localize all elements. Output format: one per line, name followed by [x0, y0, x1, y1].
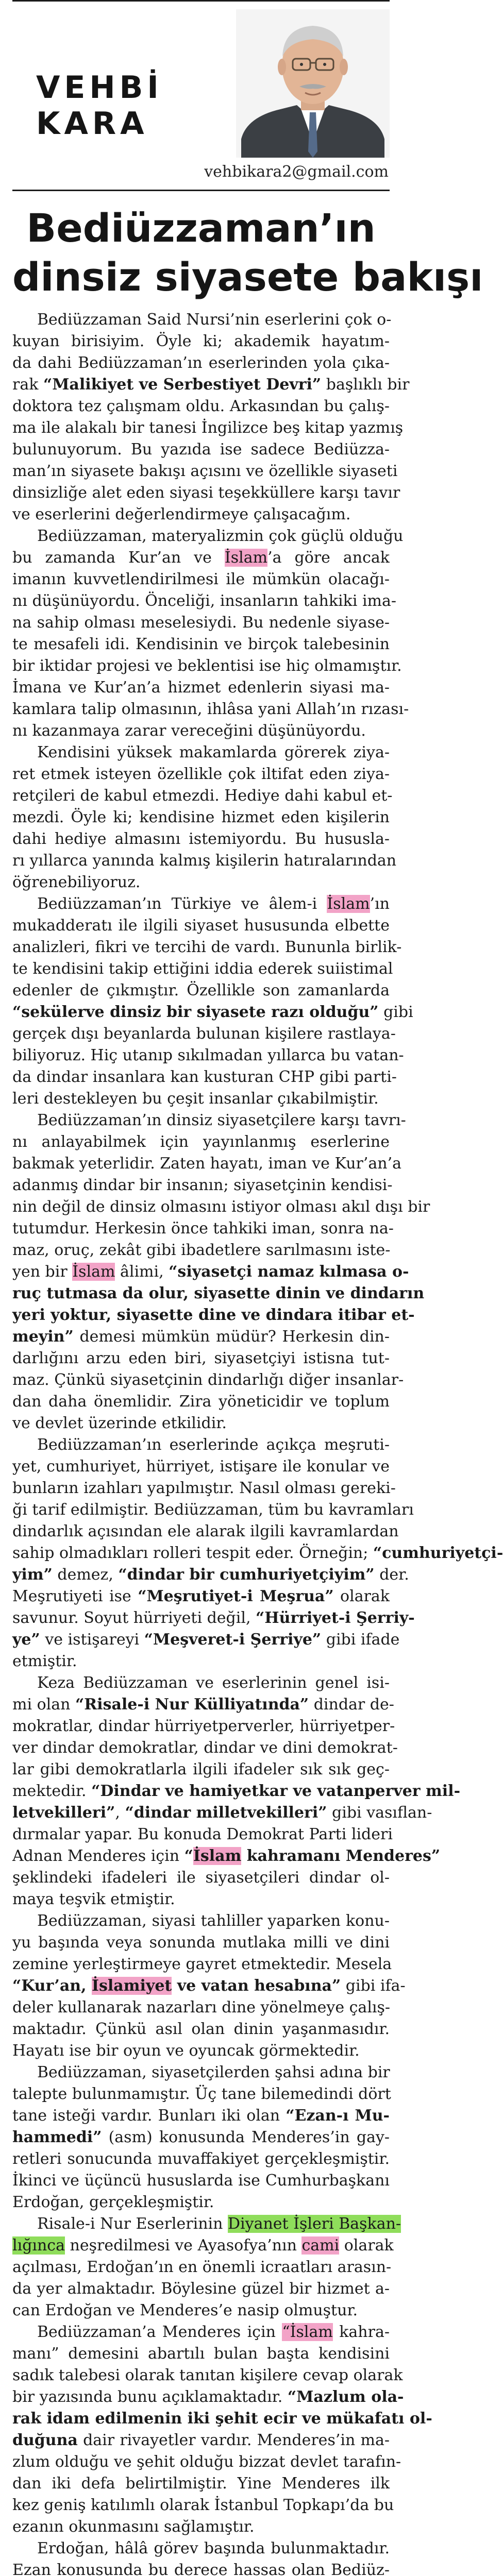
bold-phrase: ve vatan hesabına”	[172, 1977, 341, 1995]
text-line	[12, 2365, 403, 2386]
text-line	[12, 1131, 390, 1153]
text-line	[12, 1651, 390, 1672]
text-line	[12, 2538, 390, 2560]
text-line	[12, 1694, 394, 1716]
text-run: mektedir.	[12, 1782, 92, 1800]
text-line	[12, 1824, 393, 1845]
text-line	[12, 1975, 406, 1997]
text-run: Hayatı ise bir oyun ve oyuncak görmektedir.	[12, 2042, 360, 2060]
text-line	[12, 2278, 390, 2300]
text-run: man’ın siyasete bakışı açısını ve özellikle siyaseti	[12, 462, 398, 480]
text-line	[12, 699, 409, 720]
text-run: edenler de çıkmıştır. Özellikle son zamanlarda	[12, 981, 390, 999]
text-run: kahra-	[332, 2323, 390, 2341]
text-run: talepte bulunmamıştır. Üç tane bilemedindi dört	[12, 2085, 391, 2103]
bold-phrase: “dindar bir cumhuriyetçiyim”	[118, 1566, 375, 1584]
text-run: İmana ve Kur’an’a hizmet edenlerin siyasi ma-	[12, 679, 390, 697]
text-run: İkinci ve üçüncü hususlarda ise Cumhurbaşkanı	[12, 2172, 390, 2190]
author-last-name: KARA	[36, 106, 148, 142]
text-run: olarak	[339, 2236, 394, 2255]
text-line	[12, 2192, 390, 2213]
text-line	[12, 331, 390, 352]
author-photo	[236, 9, 390, 158]
text-line	[12, 1737, 398, 1759]
text-line	[12, 482, 400, 504]
text-line	[12, 980, 390, 1002]
text-run: kuyan birisiyim. Öyle ki; akademik hayatım-	[12, 332, 390, 350]
text-run: âlimi,	[115, 1263, 169, 1281]
highlighted-term: lığınca	[12, 2236, 65, 2255]
text-run: rak	[12, 376, 43, 394]
text-line	[12, 2516, 390, 2538]
text-run: na sahip olması meselesiydi. Bu nedenle siyase-	[12, 614, 390, 632]
text-line	[12, 2495, 394, 2516]
text-line	[12, 2430, 390, 2451]
text-run: etmiştir.	[12, 1652, 77, 1670]
text-run: ret etmek isteyen özellikle çok iltifat eden ziya-	[12, 765, 390, 783]
text-run: kamlara talip olmasının, ihlâsa yani Allah’ın rızası-	[12, 700, 409, 718]
text-line	[12, 937, 402, 958]
text-line	[12, 915, 390, 937]
text-line	[12, 2386, 404, 2408]
text-run: başlıklı bir	[321, 376, 410, 394]
text-line	[12, 2408, 432, 2430]
text-line	[12, 2473, 390, 2495]
text-run: demez,	[52, 1566, 119, 1584]
text-run: yu başında veya sonunda mutlaka milli ve dini	[12, 1934, 390, 1952]
text-run: ma ile alakalı bir tanesi İngilizce beş kitap yazmış	[12, 419, 404, 437]
text-line	[12, 677, 390, 699]
text-run: gibi ifa-	[341, 1977, 406, 1995]
text-run: Ezan konusunda bu derece hassas olan Bediüz-	[12, 2561, 390, 2576]
text-line	[12, 1543, 503, 1564]
text-line	[12, 2213, 401, 2235]
text-run: manı” demesini abartılı bulan başta kendisini	[12, 2345, 390, 2363]
bold-phrase: meyin”	[12, 1328, 74, 1346]
text-line	[12, 1997, 390, 2019]
text-line	[12, 526, 404, 547]
text-run: ’ın	[370, 895, 390, 913]
text-run: Erdoğan, gerçekleşmiştir.	[12, 2193, 214, 2211]
text-run: yet, cumhuriyet, hürriyet, istişare ile konular ve	[12, 1458, 390, 1476]
text-run: (asm) konusunda Menderes’in gay-	[102, 2128, 390, 2146]
bold-phrase: ruç tutmasa da olur, siyasette dinin ve dindarın	[12, 1284, 425, 1302]
text-line	[12, 1110, 406, 1131]
author-email[interactable]: vehbikara2@gmail.com	[204, 163, 389, 181]
text-run: ği tarif edilmiştir. Bediüzzaman, tüm bu kavramları	[12, 1501, 414, 1519]
bold-phrase: kahramanı Menderes”	[241, 1847, 441, 1865]
text-line	[12, 1175, 393, 1196]
bold-phrase: “siyasetçi namaz kılmasa o-	[169, 1263, 409, 1281]
highlighted-term: İslam	[224, 549, 268, 567]
text-run: bir yazısında bunu açıklamaktadır.	[12, 2388, 288, 2406]
text-line	[12, 1672, 390, 1694]
text-run: bulunuyorum. Bu yazıda ise sadece Bediüzza-	[12, 440, 390, 459]
text-run: ezanın okunmasını sağlamıştır.	[12, 2518, 255, 2536]
bold-phrase: yim”	[12, 1566, 53, 1584]
text-run: leri destekleyen bu çeşit insanlar çıkabilmiştir.	[12, 1090, 379, 1108]
text-run: bakmak yeterlidir. Zaten hayatı, iman ve Kur’an’a	[12, 1155, 402, 1173]
header-top-rule	[12, 0, 390, 2]
highlighted-term: İslamiyet	[91, 1977, 172, 1995]
text-line	[12, 2235, 394, 2257]
highlighted-term: İslam	[72, 1263, 115, 1281]
text-line	[12, 1456, 390, 1478]
bold-phrase: “Meşrutiyet-i Meşrua”	[138, 1587, 334, 1605]
bold-phrase: “Dindar ve hamiyetkar ve vatanperver mil-	[91, 1782, 461, 1800]
text-line	[12, 1434, 390, 1456]
text-run: da dahi Bediüzzaman’ın eserlerinden yola çıka-	[12, 354, 390, 372]
bold-phrase: “Kur’an,	[12, 1977, 92, 1995]
bold-phrase: “	[184, 1847, 193, 1865]
text-line	[12, 1802, 432, 1824]
text-run: imanın kuvvetlendirilmesi ile mümkün olacağı-	[12, 570, 390, 588]
text-line	[12, 1629, 400, 1651]
text-run: gerçek dışı beyanlarda bulunan kişilere rastlaya-	[12, 1025, 396, 1043]
highlighted-term: cami	[301, 2236, 340, 2255]
bold-phrase: “Malikiyet ve Serbestiyet Devri”	[43, 376, 322, 394]
text-line	[12, 2105, 390, 2127]
text-line	[12, 1283, 425, 1304]
author-portrait-illustration	[236, 9, 390, 158]
text-line	[12, 958, 393, 980]
text-run: ve eserlerini değerlendirmeye çalışacağım.	[12, 505, 351, 523]
text-line	[12, 1240, 390, 1261]
text-line	[12, 461, 398, 482]
text-run: Bediüzzaman, materyalizmin çok güçlü olduğu	[37, 527, 404, 545]
text-line	[12, 612, 390, 634]
text-run: darlığını arzu eden biri, siyasetçiyi istisna tut-	[12, 1349, 390, 1367]
text-run: kez geniş katılımlı olarak İstanbul Topkapı’da bu	[12, 2496, 394, 2514]
text-run: zemine yerleştirmeye gayret etmektedir. Mesela	[12, 1955, 392, 1973]
text-line	[12, 742, 390, 764]
text-run: dinsizliğe alet eden siyasi teşekküllere karşı tavır	[12, 484, 400, 502]
text-run: ver dindar demokratlar, dindar ve dini demokrat-	[12, 1739, 398, 1757]
bold-phrase: duğuna	[12, 2431, 78, 2449]
text-run: analizleri, fikri ve tercihi de vardı. Bununla birlik-	[12, 938, 402, 956]
text-line	[12, 2083, 390, 2105]
highlighted-term: “İslam	[282, 2323, 333, 2341]
text-run: öğrenebiliyoruz.	[12, 873, 141, 891]
text-line	[12, 352, 390, 374]
text-line	[12, 439, 390, 461]
text-run: Risale-i Nur Eserlerinin	[37, 2215, 228, 2233]
text-line	[12, 872, 390, 893]
highlighted-term: Diyanet İşleri Başkan-	[227, 2215, 401, 2233]
text-run: maktadır. Çünkü asıl olan dinin yaşanmasıdır.	[12, 2020, 390, 2038]
text-line	[12, 850, 397, 872]
text-line	[12, 2170, 390, 2192]
text-run: dahi hediye almasını istemiyordu. Bu hususla-	[12, 830, 390, 848]
text-run: bir iktidar projesi ve beklentisi ise hiç olmamıştır.	[12, 657, 402, 675]
text-run: bu zamanda Kur’an ve	[12, 549, 225, 567]
text-run: demesi mümkün müdür? Herkesin din-	[73, 1328, 390, 1346]
text-run: maz, oruç, zekât gibi ibadetlere sarılmasını iste-	[12, 1241, 391, 1259]
text-run: can Erdoğan ve Menderes’e nasip olmuştur.	[12, 2301, 358, 2319]
bold-phrase: “cumhuriyetçi-	[373, 1544, 503, 1562]
text-line	[12, 1153, 402, 1175]
text-line	[12, 2019, 390, 2040]
text-run: Bediüzzaman’ın eserlerinde açıkça meşruti-	[37, 1436, 390, 1454]
text-run: dan daha önemlidir. Zira yöneticidir ve toplum	[12, 1393, 390, 1411]
text-run: Bediüzzaman Said Nursi’nin eserlerini çok o-	[37, 311, 392, 329]
text-line	[12, 1088, 390, 1110]
text-run: dan iki defa belirtilmiştir. Yine Menderes ilk	[12, 2475, 390, 2493]
bold-phrase: “Mazlum ola-	[287, 2388, 404, 2406]
text-line	[12, 1759, 390, 1781]
text-line	[12, 374, 410, 396]
text-run: dair rivayetler vardır. Menderes’in ma-	[77, 2431, 390, 2449]
text-run: nı düşünüyordu. Önceliği, insanların tahkiki ima-	[12, 592, 397, 610]
text-run: deler kullanarak nazarları dine yönelmeye çalış-	[12, 1998, 391, 2016]
text-line	[12, 1045, 404, 1066]
text-run: dindarlık açısından ele alarak ilgili kavramlardan	[12, 1522, 399, 1540]
bold-phrase: “Meşveret-i Şerriye”	[144, 1631, 322, 1649]
bold-phrase: “Hürriyet-i Şerriy-	[256, 1609, 415, 1627]
text-line	[12, 764, 390, 785]
text-run: tane isteği vardır. Bunları iki olan	[12, 2107, 286, 2125]
text-line	[12, 634, 390, 655]
bold-phrase: hammedi”	[12, 2128, 102, 2146]
text-run: şeklindeki ifadeleri ile siyasetçileri dindar ol-	[12, 1869, 390, 1887]
text-line	[12, 569, 390, 590]
text-run: sahip olmadıkları rolleri tespit eder. Örneğin;	[12, 1544, 373, 1562]
text-line	[12, 1845, 441, 1867]
text-line	[12, 807, 390, 828]
text-run: savunur. Soyut hürriyeti değil,	[12, 1609, 256, 1627]
text-run: Kendisini yüksek makamlarda görerek ziya-	[37, 743, 390, 761]
bold-phrase: ye”	[12, 1631, 40, 1649]
text-run: rı yıllarca yanında kalmış kişilerin hatıralarından	[12, 852, 397, 870]
text-line	[12, 2062, 390, 2083]
text-line	[12, 655, 402, 677]
text-line	[12, 417, 404, 439]
text-line	[12, 1716, 395, 1737]
text-line	[12, 1326, 390, 1348]
text-line	[12, 2321, 390, 2343]
highlighted-term: İslam	[327, 895, 370, 913]
text-line	[12, 309, 390, 331]
bold-phrase: “Risale-i Nur Külliyatında”	[75, 1696, 309, 1714]
text-line	[12, 1954, 390, 1975]
text-line	[12, 1261, 409, 1283]
text-run: te mesafeli idi. Kendisinin ve birçok talebesinin	[12, 635, 390, 653]
text-line	[12, 2148, 390, 2170]
text-run: nı anlayabilmek için yayınlanmış eserlerine	[12, 1133, 390, 1151]
text-run: gibi	[378, 1003, 413, 1021]
text-run: Meşrutiyeti ise	[12, 1587, 138, 1605]
text-line	[12, 1478, 396, 1499]
text-line	[12, 2451, 401, 2473]
text-line	[12, 1391, 390, 1413]
article-title-line-2: dinsiz siyasete bakışı	[12, 254, 483, 300]
text-line	[12, 590, 397, 612]
text-run: doktora tez çalışmam oldu. Arkasından bu çalış-	[12, 397, 390, 415]
text-line	[12, 1413, 390, 1434]
text-run: Adnan Menderes için	[12, 1847, 185, 1865]
text-run: Keza Bediüzzaman ve eserlerinin genel isi-	[37, 1674, 390, 1692]
text-run: da yer almaktadır. Böylesine güzel bir hizmet a-	[12, 2280, 390, 2298]
text-run: mezdi. Öyle ki; kendisine hizmet eden kişilerin	[12, 808, 390, 826]
header-bottom-rule	[12, 190, 390, 191]
text-run: mi olan	[12, 1696, 75, 1714]
text-line	[12, 1564, 409, 1586]
text-run: lar gibi demokratlarla ilgili ifadeler sık sık geç-	[12, 1760, 390, 1778]
text-run: gibi vasıflan-	[327, 1804, 432, 1822]
text-line	[12, 2127, 390, 2148]
text-run: dindar de-	[309, 1696, 394, 1714]
text-line	[12, 785, 393, 807]
bold-phrase: yeri yoktur, siyasette dine ve dindara itibar et-	[12, 1306, 415, 1324]
text-run: te kendisini takip ettiğini iddia ederek suiistimal	[12, 960, 393, 978]
text-line	[12, 1889, 390, 1910]
text-line	[12, 1867, 390, 1889]
text-line	[12, 1002, 413, 1023]
text-run: da dindar insanlara kan kusturan CHP gibi parti-	[12, 1068, 397, 1086]
text-run: olarak	[333, 1587, 390, 1605]
text-line	[12, 2560, 390, 2576]
text-line	[12, 1196, 430, 1218]
text-run: retleri sonucunda muvaffakiyet gerçekleşmiştir.	[12, 2150, 390, 2168]
text-run: mukadderatı ile ilgili siyaset hususunda elbette	[12, 917, 390, 935]
text-run: retçileri de kabul etmezdi. Hediye dahi kabul et-	[12, 787, 393, 805]
text-run: nin değil de dinsiz olmasını istiyor olması akıl dışı bir	[12, 1198, 430, 1216]
text-run: der.	[374, 1566, 409, 1584]
text-run: tutumdur. Herkesin önce tahkiki iman, sonra na-	[12, 1219, 394, 1238]
bold-phrase: rak idam edilmenin iki şehit ecir ve mükafatı ol-	[12, 2410, 432, 2428]
text-run: nı kazanmaya zarar vereceğini düşünüyordu.	[12, 722, 366, 740]
text-line	[12, 828, 390, 850]
text-line	[12, 504, 390, 526]
text-run: yen bir	[12, 1263, 73, 1281]
text-line	[12, 1369, 404, 1391]
text-run: Bediüzzaman, siyasetçilerden şahsi adına bir	[37, 2063, 390, 2081]
text-line	[12, 1304, 415, 1326]
text-run: ve devlet üzerinde etkilidir.	[12, 1414, 227, 1432]
text-line	[12, 2300, 390, 2321]
text-run: ve istişareyi	[40, 1631, 144, 1649]
bold-phrase: “sekülerve dinsiz bir siyasete razı olduğu”	[12, 1003, 379, 1021]
text-run: ’a göre ancak	[267, 549, 390, 567]
text-line	[12, 1521, 399, 1543]
text-line	[12, 1607, 415, 1629]
text-run: maya teşvik etmiştir.	[12, 1890, 175, 1908]
text-line	[12, 2040, 390, 2062]
text-line	[12, 1586, 390, 1607]
text-line	[12, 893, 390, 915]
highlighted-term: İslam	[193, 1847, 242, 1865]
text-run: Bediüzzaman, siyasi tahliller yaparken konu-	[37, 1912, 390, 1930]
text-line	[12, 1023, 396, 1045]
text-run: adanmış dindar bir insanın; siyasetçinin kendisi-	[12, 1176, 393, 1194]
text-run: dırmalar yapar. Bu konuda Demokrat Parti lideri	[12, 1825, 393, 1843]
text-run: zlum olduğu ve şehit olduğu bizzat devlet tarafın-	[12, 2453, 401, 2471]
text-run: ,	[115, 1804, 125, 1822]
bold-phrase: “dindar milletvekilleri”	[125, 1804, 327, 1822]
text-run: açılması, Erdoğan’ın en önemli icraatları arasın-	[12, 2258, 392, 2276]
text-line	[12, 1910, 390, 1932]
text-run: Bediüzzaman’a Menderes için	[37, 2323, 282, 2341]
text-run: biliyoruz. Hiç utanıp sıkılmadan yıllarca bu vatan-	[12, 1046, 404, 1064]
text-run: bunların izahları yapılmıştır. Nasıl olması gereki-	[12, 1479, 396, 1497]
text-run: Bediüzzaman’ın Türkiye ve âlem-i	[37, 895, 327, 913]
text-run: neşredilmesi ve Ayasofya’nın	[65, 2236, 302, 2255]
text-run: Erdoğan, hâlâ görev başında bulunmaktadır.	[37, 2539, 390, 2557]
text-line	[12, 1499, 414, 1521]
column-header	[0, 0, 402, 196]
text-line	[12, 1218, 394, 1240]
text-run: mokratlar, dindar hürriyetperverler, hürriyetper-	[12, 1717, 395, 1735]
bold-phrase: letvekilleri”	[12, 1804, 115, 1822]
text-line	[12, 2257, 390, 2278]
article-body	[12, 309, 503, 2576]
text-line	[12, 1932, 390, 1954]
author-first-name: VEHBİ	[36, 70, 163, 106]
text-run: maz. Çünkü siyasetçinin dindarlığı diğer insanlar-	[12, 1371, 404, 1389]
text-line	[12, 720, 390, 742]
text-line	[12, 1781, 461, 1802]
text-run: Bediüzzaman’ın dinsiz siyasetçilere karşı tavrı-	[37, 1111, 406, 1129]
text-run: sadık talebesi olarak tanıtan kişilere cevap olarak	[12, 2366, 403, 2384]
bold-phrase: “Ezan-ı Mu-	[286, 2107, 390, 2125]
text-line	[12, 2343, 390, 2365]
article-title-line-1: Bediüzzaman’ın	[26, 205, 376, 251]
text-line	[12, 1348, 390, 1369]
text-line	[12, 1066, 397, 1088]
text-line	[12, 547, 390, 569]
text-run: gibi ifade	[321, 1631, 400, 1649]
text-line	[12, 396, 390, 417]
